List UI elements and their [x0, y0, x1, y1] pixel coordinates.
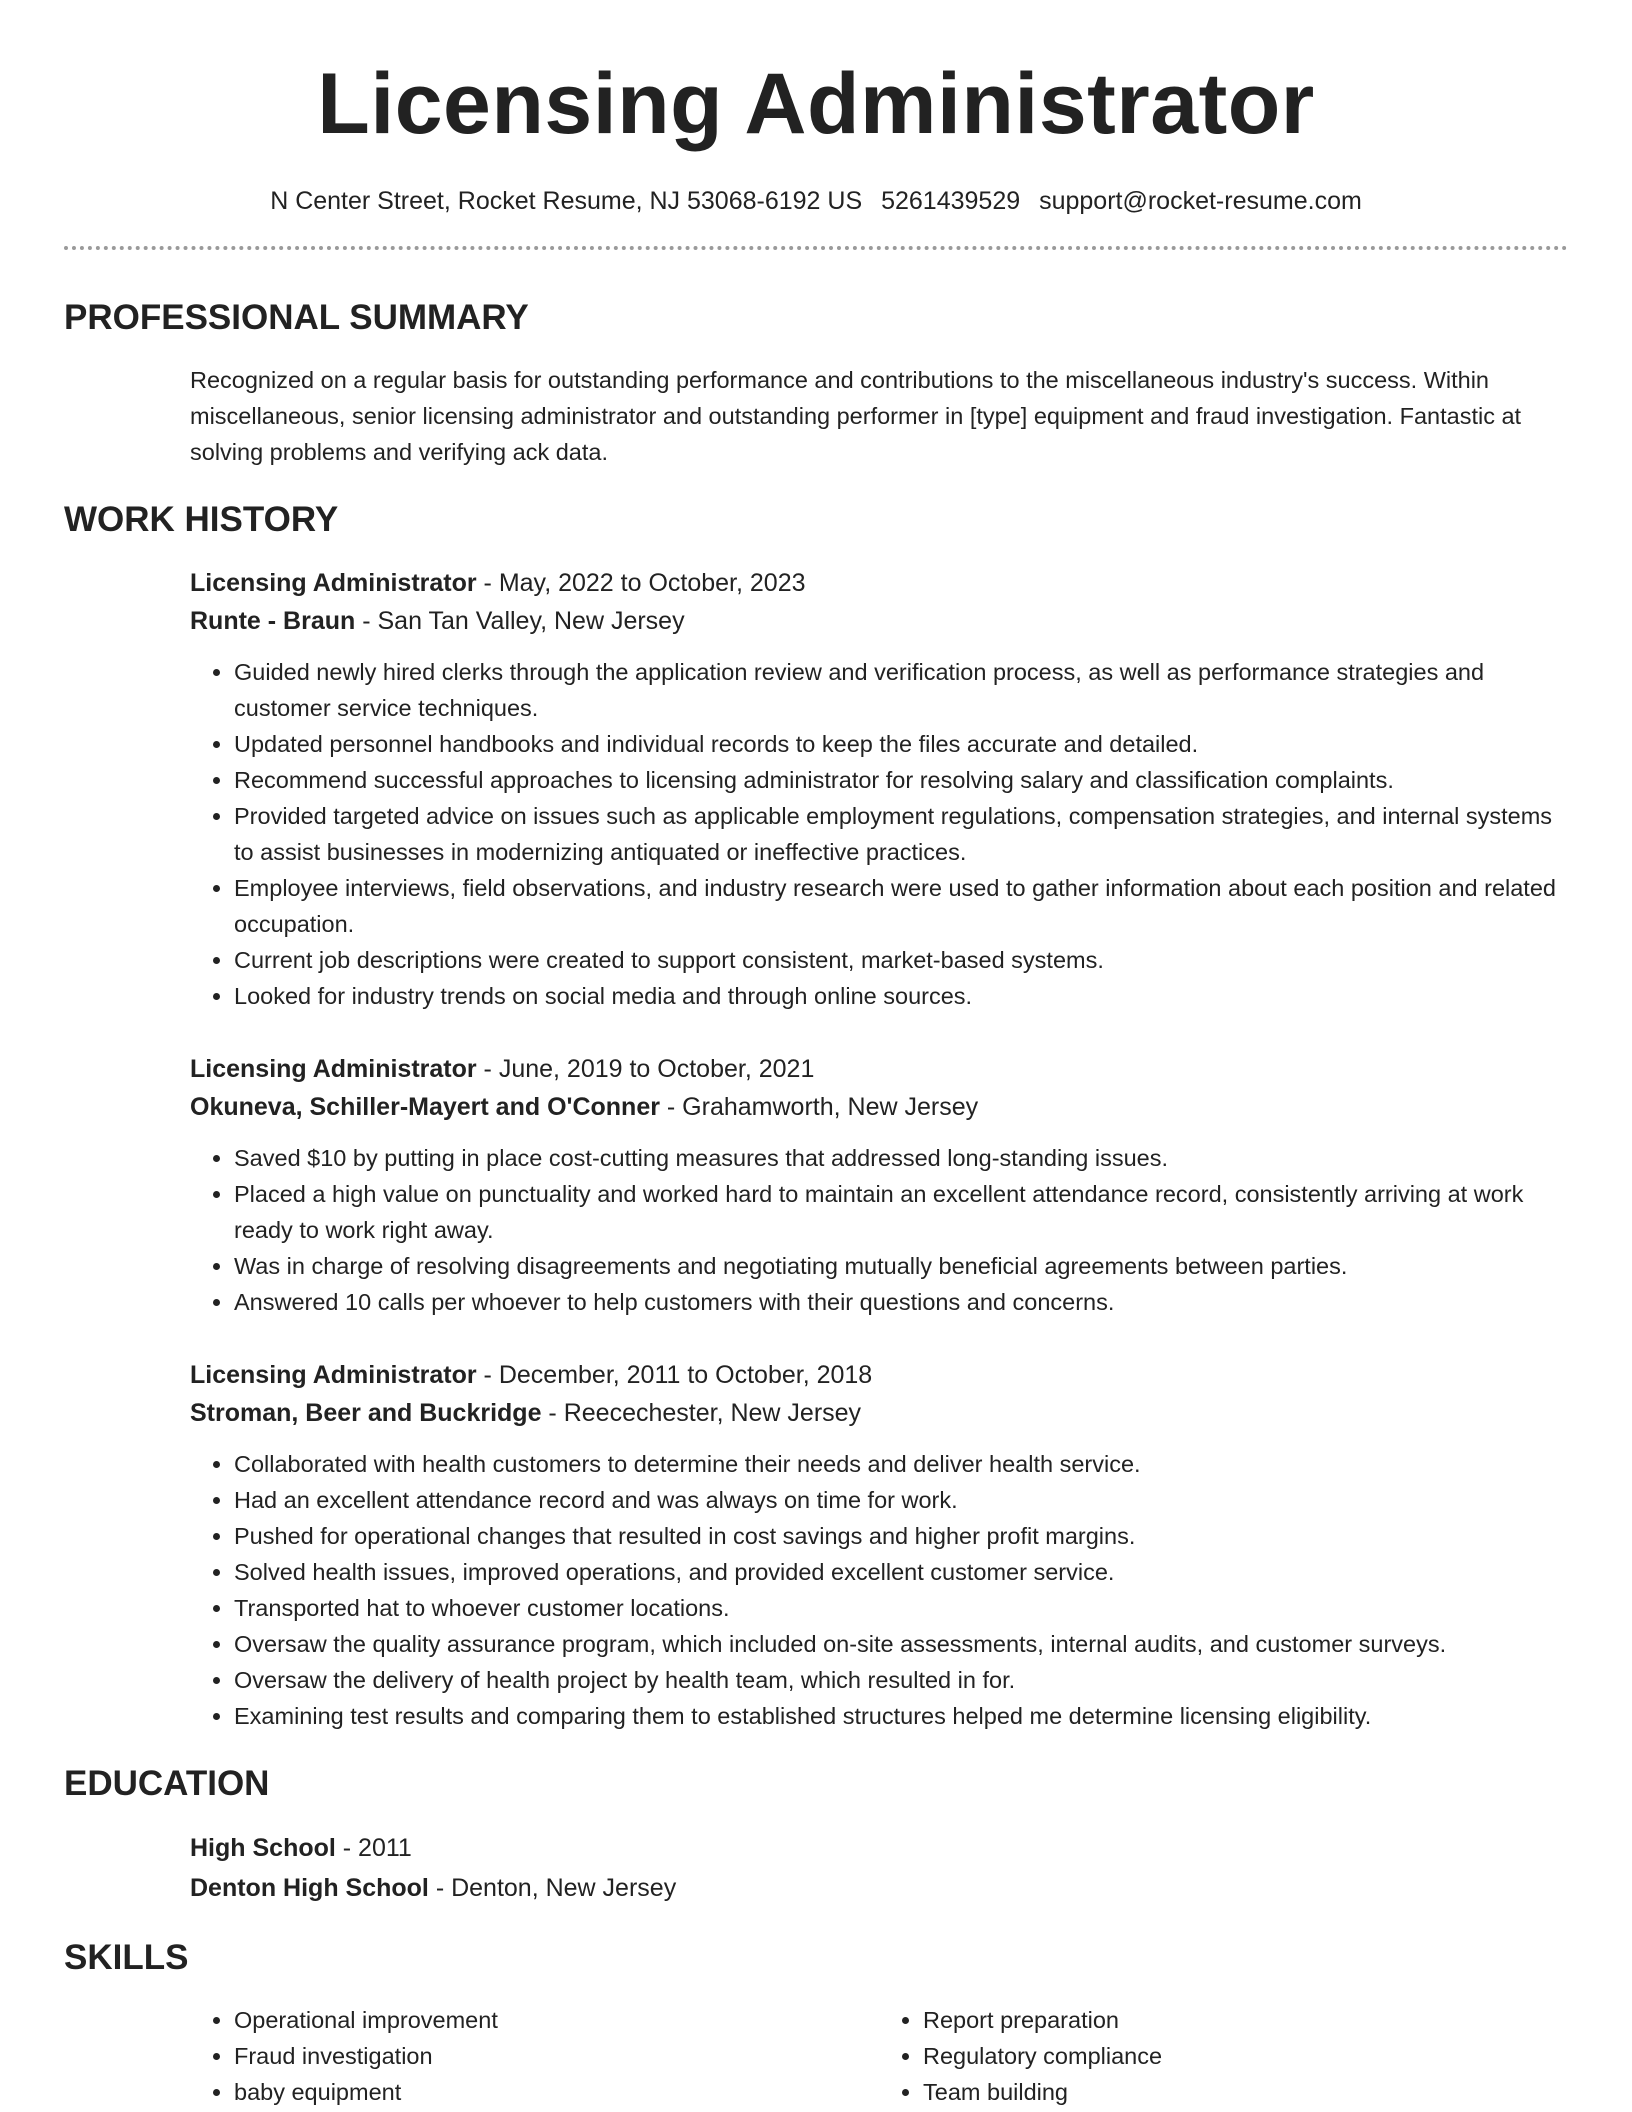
job-company: Stroman, Beer and Buckridge: [190, 1399, 542, 1427]
job-role: Licensing Administrator: [190, 569, 477, 597]
contact-line: [64, 184, 1568, 218]
job-company-line: [190, 602, 1568, 640]
skill-item: • Team building: [923, 2074, 1568, 2110]
job-company-line: [190, 1394, 1568, 1432]
job-company: Runte - Braun: [190, 607, 356, 635]
job-bullet: • Looked for industry trends on social media and through online sources.: [234, 978, 1568, 1014]
education-year: - 2011: [335, 1834, 412, 1862]
skills-list-left: [190, 2002, 879, 2110]
summary-title: PROFESSIONAL SUMMARY: [64, 298, 529, 337]
job-bullet: • Had an excellent attendance record and was always on time for work.: [234, 1482, 1568, 1518]
job-bullet: • Oversaw the delivery of health project by health team, which resulted in for.: [234, 1662, 1568, 1698]
job-bullets: [190, 1140, 1568, 1320]
job-bullets: [190, 1446, 1568, 1734]
header-divider: [64, 246, 1568, 250]
job-bullet: • Saved $10 by putting in place cost-cutting measures that addressed long-standing issues.: [234, 1140, 1568, 1176]
skill-item: • Operational improvement: [234, 2002, 879, 2038]
job-entry: [64, 1050, 1568, 1320]
job-entry: [64, 1356, 1568, 1734]
skill-item: • Fraud investigation: [234, 2038, 879, 2074]
job-bullet: • Recommend successful approaches to licensing administrator for resolving salary and classification complaints.: [234, 762, 1568, 798]
skill-item: • Regulatory compliance: [923, 2038, 1568, 2074]
job-bullet: • Collaborated with health customers to determine their needs and deliver health service.: [234, 1446, 1568, 1482]
job-role: Licensing Administrator: [190, 1361, 477, 1389]
job-bullet: • Placed a high value on punctuality and worked hard to maintain an excellent attendance record, consistently arriving at work ready to work right away.: [234, 1176, 1568, 1248]
summary-text: Recognized on a regular basis for outstanding performance and contributions to the miscellaneous industry's success. Within miscellaneous, senior licensing administrator and outstanding performer in [type] equipment and fraud investigation. Fantastic at solving problems and verifying ack data.: [190, 367, 1522, 465]
education-school: Denton High School: [190, 1874, 429, 1902]
education-location: - Denton, New Jersey: [428, 1874, 677, 1902]
job-bullet: • Pushed for operational changes that resulted in cost savings and higher profit margins.: [234, 1518, 1568, 1554]
job-bullet: • Examining test results and comparing them to established structures helped me determine licensing eligibility.: [234, 1698, 1568, 1734]
job-bullet: • Current job descriptions were created to support consistent, market-based systems.: [234, 942, 1568, 978]
job-company-line: [190, 1088, 1568, 1126]
job-entry: [64, 564, 1568, 1014]
skill-item: • Report preparation: [923, 2002, 1568, 2038]
job-bullet: • Guided newly hired clerks through the application review and verification process, as well as performance strategies and customer service techniques.: [234, 654, 1568, 726]
job-location: - Reecechester, New Jersey: [541, 1399, 862, 1427]
job-location: - Grahamworth, New Jersey: [659, 1093, 979, 1121]
job-dates: - December, 2011 to October, 2018: [476, 1361, 873, 1389]
job-bullets: [190, 654, 1568, 1014]
work-history-section: [64, 498, 1568, 1734]
resume-header: [64, 0, 1568, 218]
skills-title: SKILLS: [64, 1938, 189, 1977]
job-bullet: • Oversaw the quality assurance program, which included on-site assessments, internal audits, and customer surveys.: [234, 1626, 1568, 1662]
skills-list-right: [879, 2002, 1568, 2110]
job-role-line: [190, 564, 1568, 602]
education-title: EDUCATION: [64, 1764, 270, 1803]
job-bullet: • Answered 10 calls per whoever to help customers with their questions and concerns.: [234, 1284, 1568, 1320]
contact-phone: 5261439529: [881, 187, 1021, 215]
candidate-name: Licensing Administrator: [317, 56, 1315, 152]
job-bullet: • Employee interviews, field observations, and industry research were used to gather information about each position and related occupation.: [234, 870, 1568, 942]
job-role-line: [190, 1050, 1568, 1088]
education-degree-line: [190, 1828, 1568, 1868]
skills-columns: [64, 2002, 1568, 2110]
job-bullet: • Updated personnel handbooks and individual records to keep the files accurate and detailed.: [234, 726, 1568, 762]
education-section: [64, 1762, 1568, 1908]
job-bullet: • Was in charge of resolving disagreements and negotiating mutually beneficial agreements between parties.: [234, 1248, 1568, 1284]
contact-email: support@rocket-resume.com: [1039, 187, 1362, 215]
education-school-line: [190, 1868, 1568, 1908]
job-dates: - May, 2022 to October, 2023: [476, 569, 806, 597]
work-history-title: WORK HISTORY: [64, 500, 339, 539]
contact-address: N Center Street, Rocket Resume, NJ 53068-6192 US: [270, 187, 863, 215]
skill-item: • baby equipment: [234, 2074, 879, 2110]
education-entry: [64, 1828, 1568, 1908]
job-bullet: • Provided targeted advice on issues such as applicable employment regulations, compensation strategies, and internal systems to assist businesses in modernizing antiquated or ineffective practices.: [234, 798, 1568, 870]
job-dates: - June, 2019 to October, 2021: [476, 1055, 815, 1083]
job-bullet: • Transported hat to whoever customer locations.: [234, 1590, 1568, 1626]
job-location: - San Tan Valley, New Jersey: [355, 607, 685, 635]
job-role: Licensing Administrator: [190, 1055, 477, 1083]
summary-section: [64, 296, 1568, 470]
education-degree: High School: [190, 1834, 336, 1862]
skills-section: [64, 1936, 1568, 2110]
job-role-line: [190, 1356, 1568, 1394]
job-bullet: • Solved health issues, improved operations, and provided excellent customer service.: [234, 1554, 1568, 1590]
job-company: Okuneva, Schiller-Mayert and O'Conner: [190, 1093, 660, 1121]
